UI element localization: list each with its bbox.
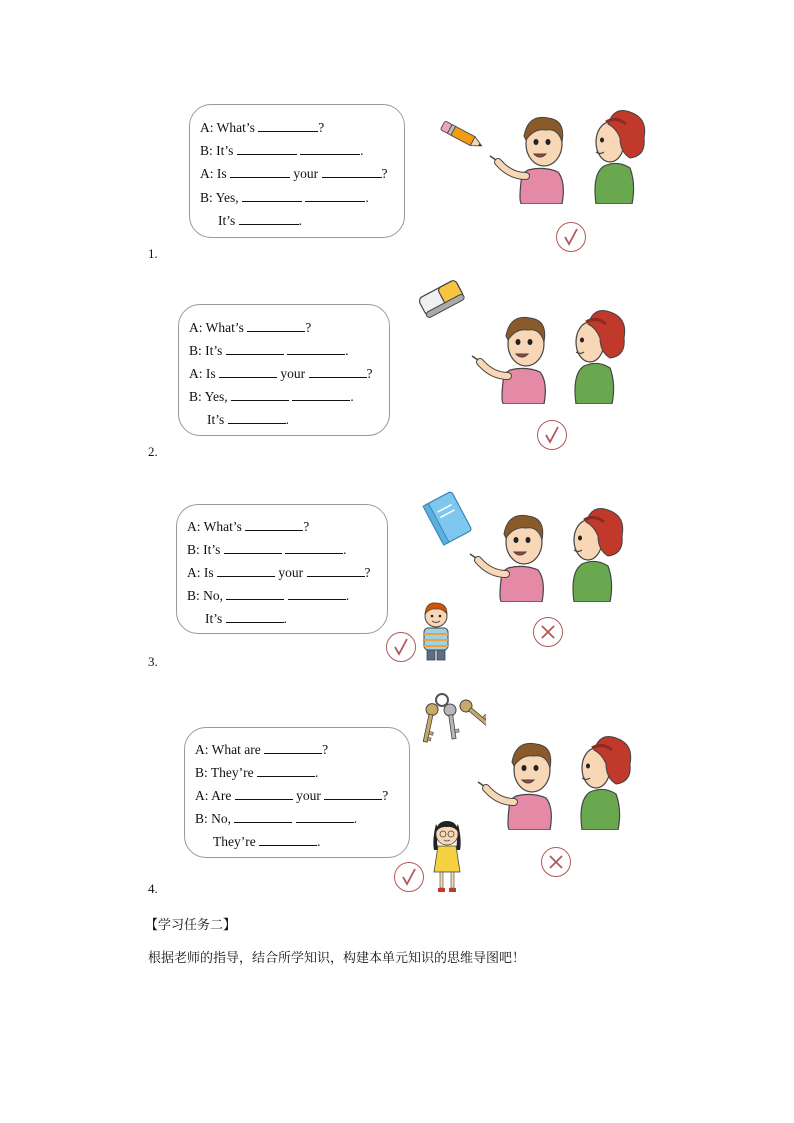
dialog-line-theyre-single: They’re . (213, 834, 321, 849)
girl-image (566, 308, 626, 404)
answer-blank[interactable] (242, 189, 302, 202)
dialog-line-its: B: It’s . (200, 143, 364, 158)
eraser-icon (416, 276, 466, 320)
answer-blank[interactable] (230, 165, 290, 178)
check-mark-icon (537, 420, 567, 450)
dialog-line-answer: B: No, . (195, 811, 358, 826)
cross-mark-icon (541, 847, 571, 877)
answer-blank[interactable] (239, 212, 299, 225)
boy-pointing-image (468, 510, 550, 602)
item-number: 4. (148, 881, 158, 896)
answer-blank[interactable] (305, 189, 365, 202)
answer-blank[interactable] (307, 564, 365, 577)
dialog-line-answer: B: Yes, . (189, 389, 354, 404)
dialog-line-answer: B: No, . (187, 588, 350, 603)
answer-blank[interactable] (264, 741, 322, 754)
dialog-line-its-single: It’s . (218, 213, 303, 228)
pencil-icon (438, 120, 488, 152)
answer-blank[interactable] (226, 587, 284, 600)
check-mark-icon (394, 862, 424, 892)
dialog-box (178, 304, 390, 436)
dialog-box (184, 727, 410, 858)
dialog-line-is: A: Is your ? (187, 565, 371, 580)
answer-blank[interactable] (288, 587, 346, 600)
small-boy-image (416, 600, 456, 662)
answer-blank[interactable] (258, 119, 318, 132)
dialog-line-are: A: Are your ? (195, 788, 389, 803)
answer-blank[interactable] (259, 833, 317, 846)
answer-blank[interactable] (219, 365, 277, 378)
dialog-line-its-single: It’s . (207, 412, 290, 427)
dialog-line-what: A: What’s ? (187, 519, 310, 534)
small-girl-image (428, 816, 466, 894)
dialog-line-what: A: What’s ? (189, 320, 312, 335)
boy-pointing-image (488, 112, 570, 204)
answer-blank[interactable] (292, 388, 350, 401)
dialog-line-is: A: Is your ? (189, 366, 373, 381)
girl-image (586, 108, 646, 204)
girl-image (572, 734, 632, 830)
answer-blank[interactable] (309, 365, 367, 378)
dialog-box (176, 504, 388, 634)
dialog-line-its: B: It’s . (189, 343, 349, 358)
answer-blank[interactable] (237, 142, 297, 155)
task-instruction: 根据老师的指导，结合所学知识，构建本单元知识的思维导图吧！ (148, 951, 526, 966)
answer-blank[interactable] (228, 411, 286, 424)
answer-blank[interactable] (231, 388, 289, 401)
answer-blank[interactable] (226, 610, 284, 623)
answer-blank[interactable] (245, 518, 303, 531)
answer-blank[interactable] (247, 319, 305, 332)
answer-blank[interactable] (324, 787, 382, 800)
dialog-line-answer: B: Yes, . (200, 190, 369, 205)
cross-mark-icon (533, 617, 563, 647)
answer-blank[interactable] (224, 541, 282, 554)
answer-blank[interactable] (217, 564, 275, 577)
task-title: 【学习任务二】 (145, 918, 237, 933)
answer-blank[interactable] (296, 810, 354, 823)
dialog-line-what: A: What’s ? (200, 120, 325, 135)
girl-image (564, 506, 624, 602)
boy-pointing-image (476, 738, 558, 830)
dialog-line-is: A: Is your ? (200, 166, 388, 181)
answer-blank[interactable] (235, 787, 293, 800)
answer-blank[interactable] (257, 764, 315, 777)
dialog-box (189, 104, 405, 238)
dialog-line-its-single: It’s . (205, 611, 288, 626)
item-number: 1. (148, 246, 158, 261)
dialog-line-its: B: It’s . (187, 542, 347, 557)
dialog-line-what: A: What are ? (195, 742, 329, 757)
answer-blank[interactable] (287, 342, 345, 355)
answer-blank[interactable] (226, 342, 284, 355)
answer-blank[interactable] (322, 165, 382, 178)
answer-blank[interactable] (234, 810, 292, 823)
boy-pointing-image (470, 312, 552, 404)
item-number: 3. (148, 654, 158, 669)
check-mark-icon (386, 632, 416, 662)
answer-blank[interactable] (300, 142, 360, 155)
check-mark-icon (556, 222, 586, 252)
item-number: 2. (148, 444, 158, 459)
dialog-line-theyre: B: They’re . (195, 765, 319, 780)
answer-blank[interactable] (285, 541, 343, 554)
